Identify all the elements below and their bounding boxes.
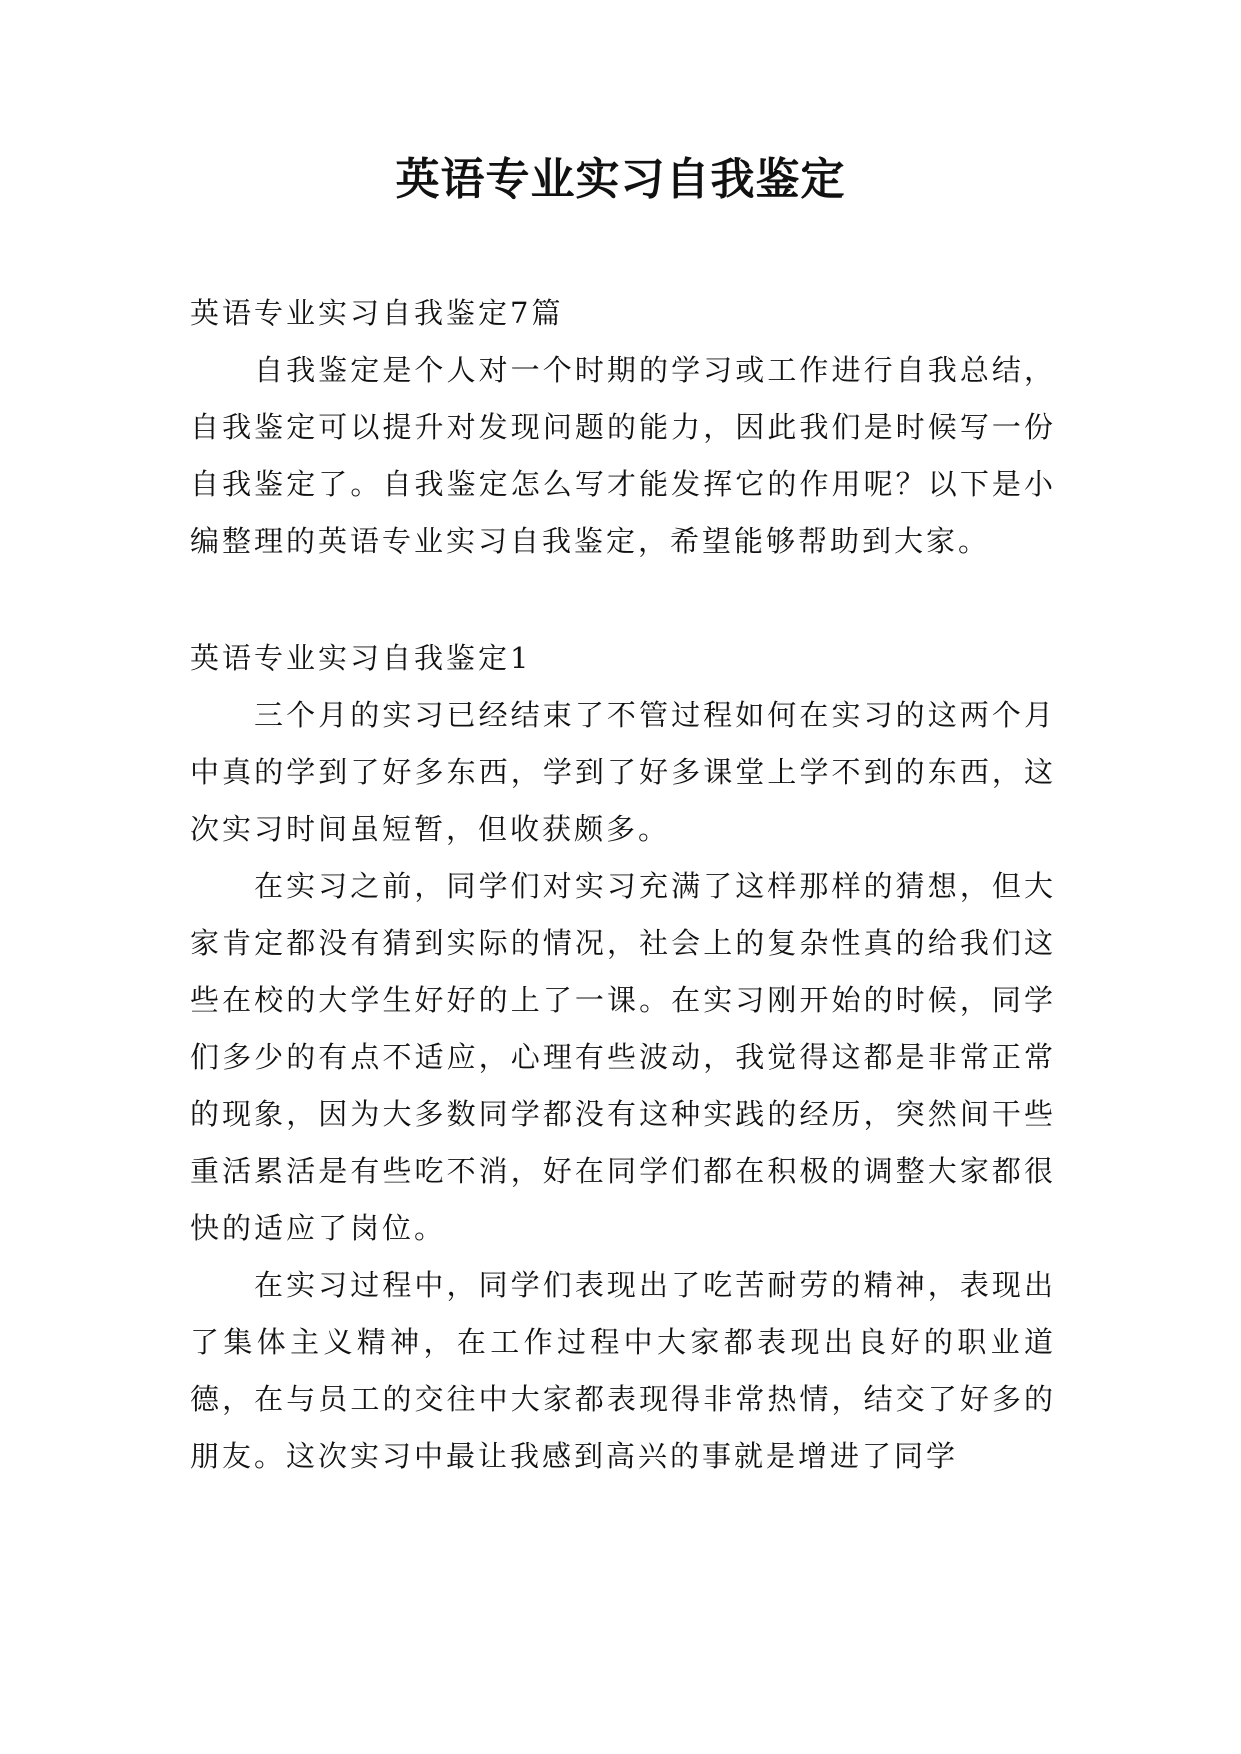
section-paragraph-1: 三个月的实习已经结束了不管过程如何在实习的这两个月中真的学到了好多东西，学到了好多课堂上学不到的东西，这次实习时间虽短暂，但收获颇多。 [190, 698, 1056, 846]
intro-paragraph: 自我鉴定是个人对一个时期的学习或工作进行自我总结，自我鉴定可以提升对发现问题的能力，因此我们是时候写一份自我鉴定了。自我鉴定怎么写才能发挥它的作用呢？以下是小编整理的英语专业实习自我鉴定，希望能够帮助到大家。 [190, 353, 1056, 558]
document-body [190, 285, 1056, 1485]
document-title: 英语专业实习自我鉴定 [395, 154, 846, 205]
intro-heading: 英语专业实习自我鉴定7篇 [190, 296, 564, 330]
section-heading: 英语专业实习自我鉴定1 [190, 641, 532, 675]
section-paragraph-3: 在实习过程中，同学们表现出了吃苦耐劳的精神，表现出了集体主义精神，在工作过程中大家都表现出良好的职业道德，在与员工的交往中大家都表现得非常热情，结交了好多的朋友。这次实习中最让我感到高兴的事就是增进了同学 [190, 1268, 1056, 1473]
section-paragraph-2: 在实习之前，同学们对实习充满了这样那样的猜想，但大家肯定都没有猜到实际的情况，社会上的复杂性真的给我们这些在校的大学生好好的上了一课。在实习刚开始的时候，同学们多少的有点不适应，心理有些波动，我觉得这都是非常正常的现象，因为大多数同学都没有这种实践的经历，突然间干些重活累活是有些吃不消，好在同学们都在积极的调整大家都很快的适应了岗位。 [190, 869, 1056, 1245]
section-spacer [190, 570, 1056, 630]
